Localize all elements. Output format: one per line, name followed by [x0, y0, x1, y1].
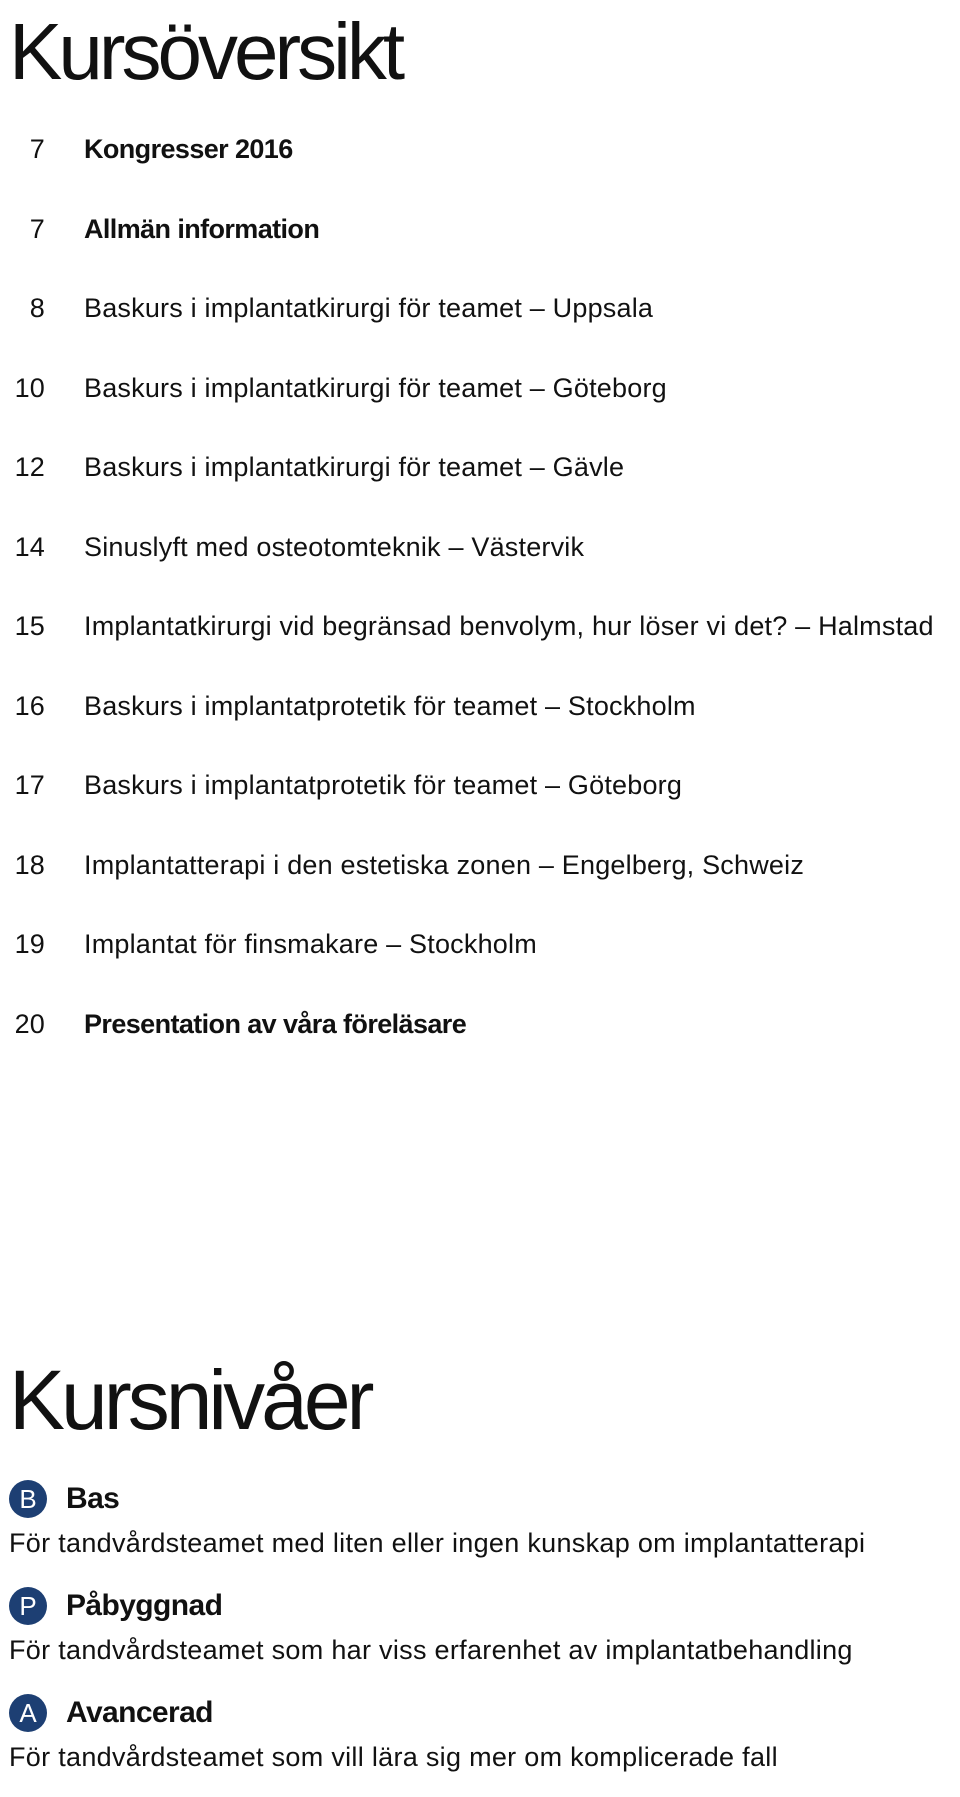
- toc-row[interactable]: [0, 985, 960, 1065]
- toc-page-number: 17: [14, 770, 45, 801]
- toc-entry-title: Kongresser 2016: [84, 134, 293, 165]
- toc-row[interactable]: [0, 269, 960, 349]
- toc-row[interactable]: [0, 746, 960, 826]
- course-level-bas: [9, 1476, 949, 1583]
- toc-page-number: 10: [14, 372, 45, 403]
- toc-page-number: 19: [14, 929, 45, 960]
- toc-page-number: 15: [14, 611, 45, 642]
- toc-entry-title: Allmän information: [84, 213, 320, 244]
- toc-row[interactable]: [0, 349, 960, 429]
- toc-row[interactable]: [0, 428, 960, 508]
- course-level-avancerad: [9, 1690, 949, 1797]
- toc-row[interactable]: [0, 110, 960, 190]
- toc-page-number: 8: [29, 293, 45, 324]
- toc-page-number: 12: [14, 452, 45, 483]
- level-name: Avancerad: [66, 1696, 213, 1729]
- course-level-pabyggnad: [9, 1583, 949, 1690]
- level-name: Påbyggnad: [66, 1589, 223, 1622]
- toc-page-number: 16: [14, 690, 45, 721]
- toc-row[interactable]: [0, 667, 960, 747]
- toc-entry-title: Sinuslyft med osteotomteknik – Västervik: [84, 531, 585, 562]
- page-title: Kursöversikt: [9, 7, 402, 96]
- level-description: För tandvårdsteamet med liten eller ingen kunskap om implantatterapi: [9, 1528, 866, 1558]
- toc-row[interactable]: [0, 190, 960, 270]
- toc-row[interactable]: [0, 826, 960, 906]
- toc-entry-title: Baskurs i implantatprotetik för teamet – Göteborg: [84, 770, 683, 801]
- toc-entry-title: Presentation av våra föreläsare: [84, 1008, 467, 1039]
- course-levels-list: [9, 1476, 949, 1797]
- level-description: För tandvårdsteamet som har viss erfarenhet av implantatbehandling: [9, 1635, 853, 1665]
- toc-entry-title: Implantat för finsmakare – Stockholm: [84, 929, 537, 960]
- level-badge-b: B: [9, 1480, 47, 1518]
- toc-row[interactable]: [0, 508, 960, 588]
- toc-page-number: 18: [14, 849, 45, 880]
- toc-entry-title: Baskurs i implantatkirurgi för teamet – Gävle: [84, 452, 625, 483]
- level-name: Bas: [66, 1482, 120, 1515]
- toc-page-number: 7: [29, 213, 45, 244]
- toc-page-number: 7: [29, 134, 45, 165]
- toc-page-number: 20: [14, 1008, 45, 1039]
- toc-entry-title: Implantatkirurgi vid begränsad benvolym, hur löser vi det? – Halmstad: [84, 611, 934, 642]
- toc-entry-title: Baskurs i implantatprotetik för teamet – Stockholm: [84, 690, 696, 721]
- toc-entry-title: Implantatterapi i den estetiska zonen – Engelberg, Schweiz: [84, 849, 805, 880]
- toc-entry-title: Baskurs i implantatkirurgi för teamet – Göteborg: [84, 372, 667, 403]
- toc-row[interactable]: [0, 905, 960, 985]
- toc-entry-title: Baskurs i implantatkirurgi för teamet – Uppsala: [84, 293, 654, 324]
- level-badge-a: A: [9, 1694, 47, 1732]
- level-badge-p: P: [9, 1587, 47, 1625]
- levels-section-title: Kursnivåer: [9, 1353, 371, 1447]
- table-of-contents: [0, 110, 960, 1064]
- toc-row[interactable]: [0, 587, 960, 667]
- toc-page-number: 14: [14, 531, 45, 562]
- level-description: För tandvårdsteamet som vill lära sig mer om komplicerade fall: [9, 1742, 778, 1772]
